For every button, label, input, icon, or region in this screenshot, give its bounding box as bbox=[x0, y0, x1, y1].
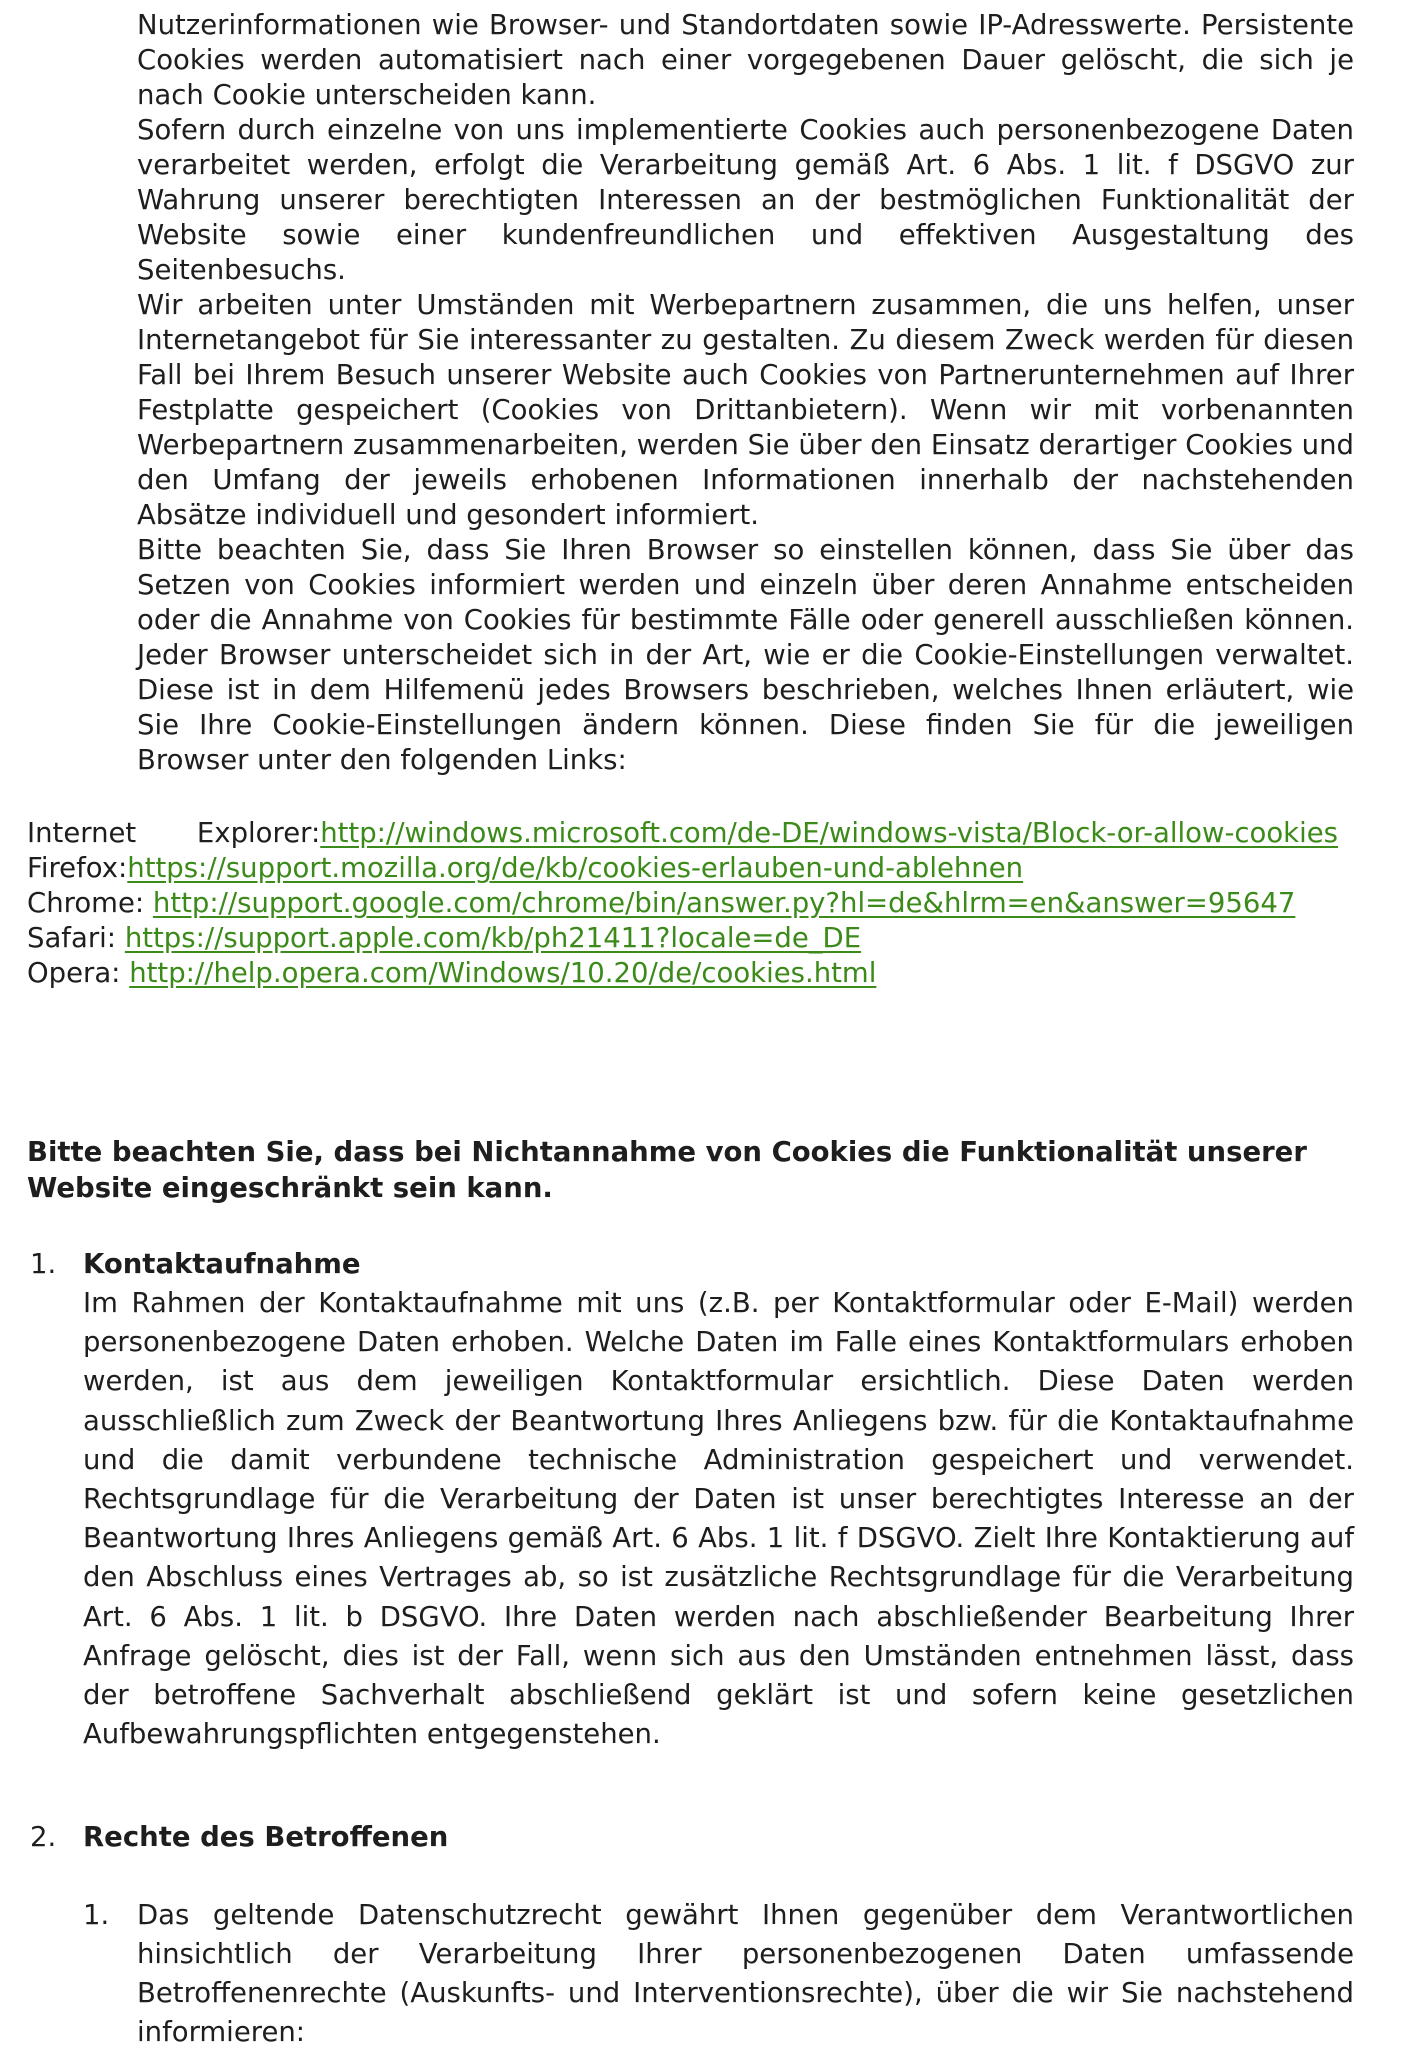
paragraph: Wir arbeiten unter Umständen mit Werbepartnern zusammen, die uns helfen, unser Internetangebot für Sie interessanter zu gestalten. Zu diesem Zweck werden für diesen Fall bei Ihrem Besuch unserer Website auch Cookies von Partnerunternehmen auf Ihrer Festplatte gespeichert (Cookies von Drittanbietern). Wenn wir mit vorbenannten Werbepartnern zusammenarbeiten, werden Sie über den Einsatz derartiger Cookies und den Umfang der jeweils erhobenen Informationen innerhalb der nachstehenden Absätze individuell und gesondert informiert. bbox=[137, 289, 1354, 531]
browser-link-row-safari bbox=[27, 921, 1354, 956]
browser-link-row-firefox bbox=[27, 851, 1354, 886]
section-body: Im Rahmen der Kontaktaufnahme mit uns (z.B. per Kontaktformular oder E-Mail) werden personenbezogene Daten erhoben. Welche Daten im Falle eines Kontaktformulars erhoben werden, ist aus dem jeweiligen Kontaktformular ersichtlich. Diese Daten werden ausschließlich zum Zweck der Beantwortung Ihres Anliegens bzw. für die Kontaktaufnahme und die damit verbundene technische Administration gespeichert und verwendet. Rechtsgrundlage für die Verarbeitung der Daten ist unser berechtigtes Interesse an der Beantwortung Ihres Anliegens gemäß Art. 6 Abs. 1 lit. f DSGVO. Zielt Ihre Kontaktierung auf den Abschluss eines Vertrages ab, so ist zusätzliche Rechtsgrundlage für die Verarbeitung Art. 6 Abs. 1 lit. b DSGVO. Ihre Daten werden nach abschließender Bearbeitung Ihrer Anfrage gelöscht, dies ist der Fall, wenn sich aus den Umständen entnehmen lässt, dass der betroffene Sachverhalt abschließend geklärt ist und sofern keine gesetzlichen Aufbewahrungspflichten entgegenstehen. bbox=[83, 1287, 1354, 1751]
link-opera-cookies[interactable]: http://help.opera.com/Windows/10.20/de/cookies.html bbox=[129, 957, 877, 989]
section-title: Rechte des Betroffenen bbox=[83, 1821, 449, 1853]
browser-link-row-opera bbox=[27, 956, 1354, 991]
link-safari-cookies[interactable]: https://support.apple.com/kb/ph21411?locale=de_DE bbox=[124, 922, 862, 954]
browser-label-safari: Safari: bbox=[27, 922, 117, 954]
cookie-info-paragraphs bbox=[137, 8, 1354, 778]
browser-label-firefox: Firefox: bbox=[27, 852, 128, 884]
cookie-functionality-note: Bitte beachten Sie, dass bei Nichtannahme von Cookies die Funktionalität unserer Website eingeschränkt sein kann. bbox=[27, 1136, 1307, 1204]
link-chrome-cookies[interactable]: http://support.google.com/chrome/bin/answer.py?hl=de&hlrm=en&answer=95647 bbox=[152, 887, 1296, 919]
section-number: 1. bbox=[30, 1248, 57, 1280]
browser-label-chrome: Chrome: bbox=[27, 887, 145, 919]
browser-link-row-ie bbox=[27, 816, 1354, 851]
paragraph: Sofern durch einzelne von uns implementierte Cookies auch personenbezogene Daten verarbeitet werden, erfolgt die Verarbeitung gemäß Art. 6 Abs. 1 lit. f DSGVO zur Wahrung unserer berechtigten Interessen an der bestmöglichen Funktionalität der Website sowie einer kundenfreundlichen und effektiven Ausgestaltung des Seitenbesuchs. bbox=[137, 114, 1354, 286]
subitem-number: 1. bbox=[83, 1899, 110, 1931]
browser-label-opera: Opera: bbox=[27, 957, 121, 989]
browser-link-row-chrome bbox=[27, 886, 1354, 921]
link-ie-cookies[interactable]: http://windows.microsoft.com/de-DE/windows-vista/Block-or-allow-cookies bbox=[320, 817, 1338, 849]
link-firefox-cookies[interactable]: https://support.mozilla.org/de/kb/cookies-erlauben-und-ablehnen bbox=[127, 852, 1024, 884]
browser-label-ie: Internet Explorer: bbox=[27, 817, 321, 849]
paragraph: Nutzerinformationen wie Browser- und Standortdaten sowie IP-Adresswerte. Persistente Cookies werden automatisiert nach einer vorgegebenen Dauer gelöscht, die sich je nach Cookie unterscheiden kann. bbox=[137, 9, 1354, 111]
browser-links-list bbox=[27, 816, 1354, 991]
paragraph: Bitte beachten Sie, dass Sie Ihren Browser so einstellen können, dass Sie über das Setzen von Cookies informiert werden und einzeln über deren Annahme entscheiden oder die Annahme von Cookies für bestimmte Fälle oder generell ausschließen können. Jeder Browser unterscheidet sich in der Art, wie er die Cookie-Einstellungen verwaltet. Diese ist in dem Hilfemenü jedes Browsers beschrieben, welches Ihnen erläutert, wie Sie Ihre Cookie-Einstellungen ändern können. Diese finden Sie für die jeweiligen Browser unter den folgenden Links: bbox=[137, 534, 1354, 776]
section-title: Kontaktaufnahme bbox=[83, 1248, 361, 1280]
section-number: 2. bbox=[30, 1821, 57, 1853]
subitem-body: Das geltende Datenschutzrecht gewährt Ihnen gegenüber dem Verantwortlichen hinsichtlich der Verarbeitung Ihrer personenbezogenen Daten umfassende Betroffenenrechte (Auskunfts- und Interventionsrechte), über die wir Sie nachstehend informieren: bbox=[137, 1899, 1354, 2048]
